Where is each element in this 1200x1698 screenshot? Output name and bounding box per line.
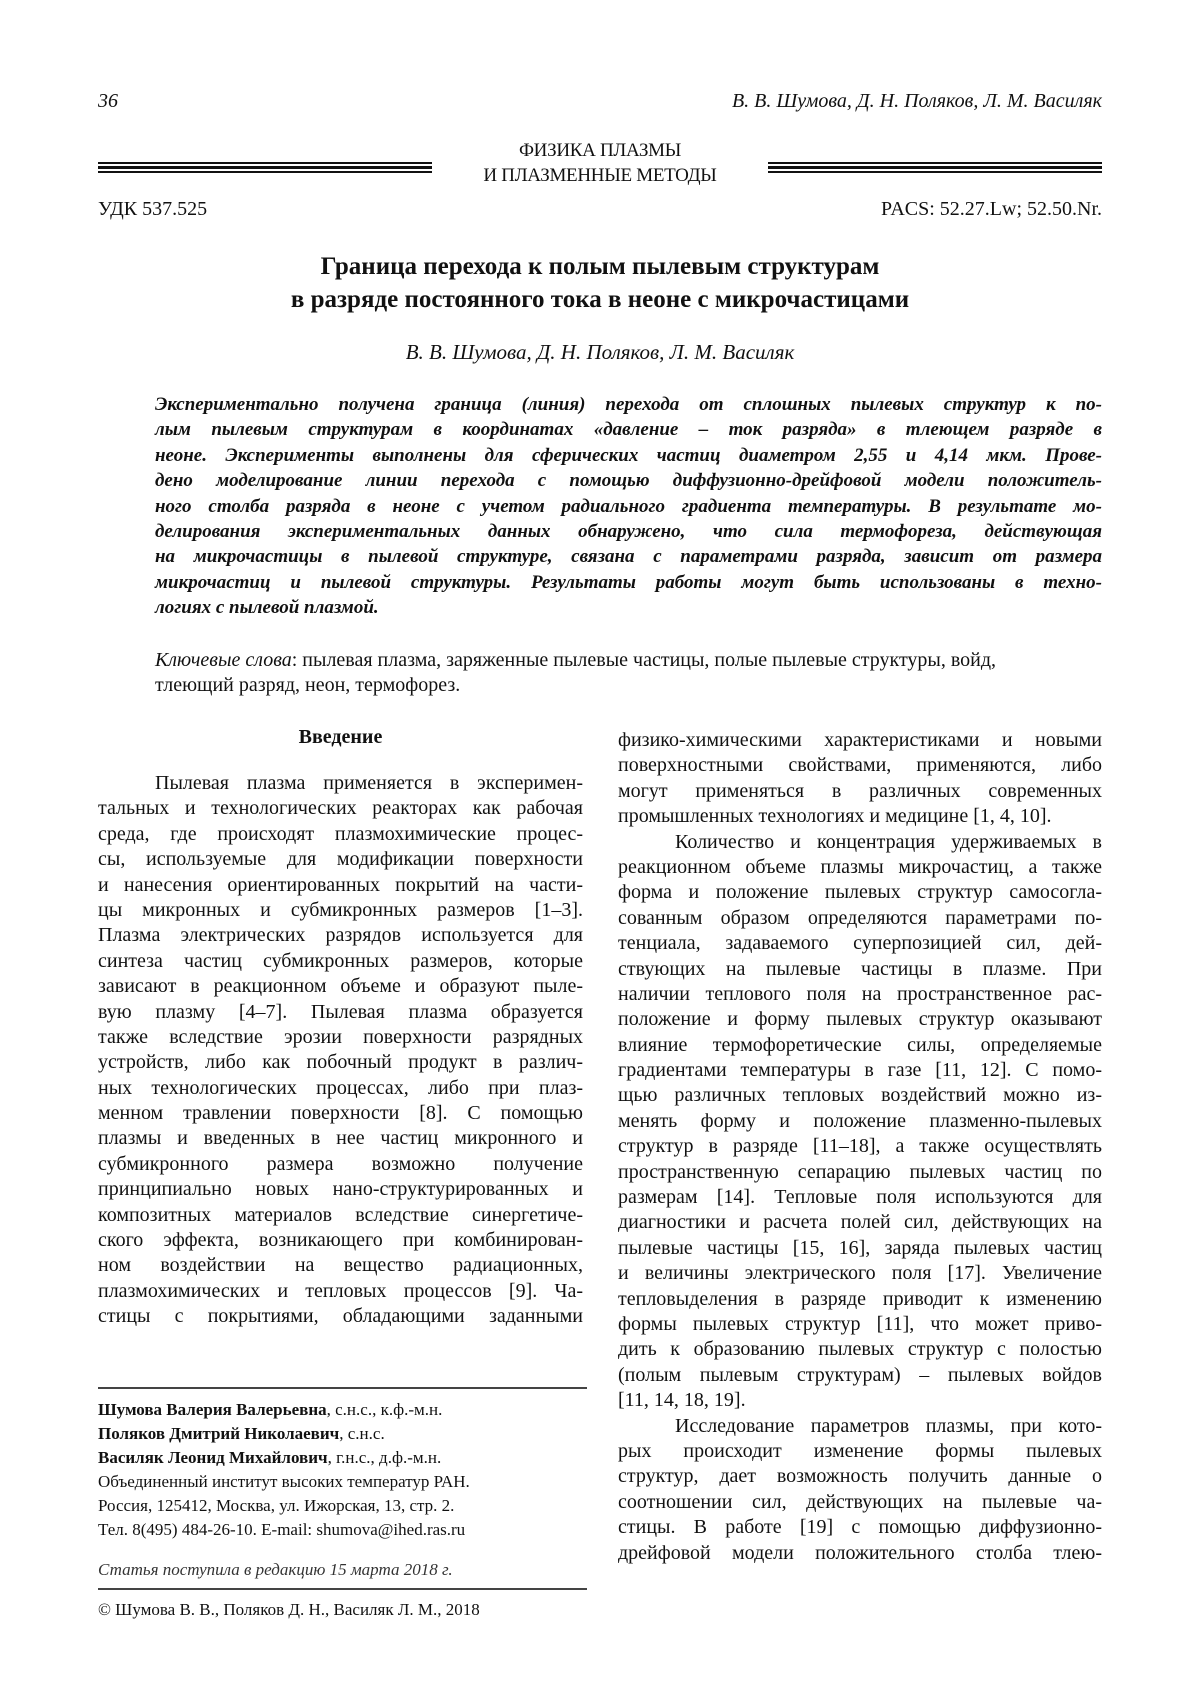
copyright: © Шумова В. В., Поляков Д. Н., Василяк Л. М., 2018 — [98, 1598, 587, 1622]
text-line: положение и форму пылевых структур оказывают — [618, 1007, 1102, 1032]
article-title — [0, 250, 1200, 316]
text-line: ского эффекта, возникающего при комбинирован- — [98, 1228, 583, 1253]
text-line: Плазма электрических разрядов используется для — [98, 923, 583, 948]
text-line: также вследствие эрозии поверхности разрядных — [98, 1025, 583, 1050]
text-line: субмикронного размера возможно получение — [98, 1152, 583, 1177]
text-line: плазмохимических и тепловых процессов [9]. Ча- — [98, 1279, 583, 1304]
text-line: дрейфовой модели положительного столба тлею- — [618, 1541, 1102, 1566]
text-line: композитных материалов вследствие синергетиче- — [98, 1203, 583, 1228]
author-name: Василяк Леонид Михайлович — [98, 1448, 328, 1467]
text-line: наличии теплового поля на пространственное рас- — [618, 982, 1102, 1007]
text-line: соотношении сил, действующих на пылевые ча- — [618, 1490, 1102, 1515]
text-line: форма и положение пылевых структур самосогла- — [618, 880, 1102, 905]
text-line: градиентами температуры в газе [11, 12]. С помо- — [618, 1058, 1102, 1083]
text-line: вую плазму [4–7]. Пылевая плазма образуется — [98, 1000, 583, 1025]
text-line: ных технологических процессах, либо при плаз- — [98, 1076, 583, 1101]
page-number: 36 — [98, 90, 118, 113]
text-line: среда, где происходят плазмохимические процес- — [98, 822, 583, 847]
keywords-text: : пылевая плазма, заряженные пылевые частицы, полые пылевые структуры, войд, — [292, 649, 996, 671]
text-line: микрочастиц и пылевой структуры. Результаты работы могут быть использованы в техно- — [155, 570, 1102, 595]
text-line: ствующих на пылевые частицы в плазме. При — [618, 957, 1102, 982]
running-head-authors: В. В. Шумова, Д. Н. Поляков, Л. М. Василяк — [732, 90, 1102, 113]
text-line: принципиально новых нано-структурированных и — [98, 1177, 583, 1202]
author-affiliations — [98, 1398, 587, 1542]
author-rank: , с.н.с. — [339, 1424, 384, 1443]
text-line: ного столба разряда в неоне с учетом радиального градиента температуры. В результате мо- — [155, 494, 1102, 519]
paragraph — [98, 771, 583, 1330]
text-line: дить к образованию пылевых структур с полостью — [618, 1337, 1102, 1362]
text-line: тенциала, задаваемого суперпозицией сил, дей- — [618, 931, 1102, 956]
author-name: Шумова Валерия Валерьевна — [98, 1400, 327, 1419]
text-line: устройств, либо как побочный продукт в различ- — [98, 1050, 583, 1075]
footnote-divider — [98, 1387, 587, 1389]
text-line: Пылевая плазма применяется в эксперимен- — [98, 771, 583, 796]
section-line-2: И ПЛАЗМЕННЫЕ МЕТОДЫ — [0, 163, 1200, 188]
text-line: логиях с пылевой плазмой. — [155, 595, 1102, 620]
copyright-divider — [98, 1588, 587, 1590]
text-line: [11, 14, 18, 19]. — [618, 1388, 1102, 1413]
udc-code: УДК 537.525 — [98, 198, 207, 221]
text-line: структур, дает возможность получить данные о — [618, 1464, 1102, 1489]
text-line: стицы. В работе [19] с помощью диффузионно- — [618, 1515, 1102, 1540]
paragraph — [618, 1414, 1102, 1566]
text-line: зависают в реакционном объеме и образуют пыле- — [98, 974, 583, 999]
text-line: ном воздействии на вещество радиационных, — [98, 1253, 583, 1278]
title-line-2: в разряде постоянного тока в неоне с микрочастицами — [0, 283, 1200, 316]
pacs-code: PACS: 52.27.Lw; 52.50.Nr. — [881, 198, 1102, 221]
text-line: реакционном объеме плазмы микрочастиц, а также — [618, 855, 1102, 880]
paragraph — [618, 728, 1102, 830]
article-authors: В. В. Шумова, Д. Н. Поляков, Л. М. Василяк — [0, 340, 1200, 365]
text-line: поверхностными свойствами, применяются, либо — [618, 753, 1102, 778]
text-line: физико-химическими характеристиками и новыми — [618, 728, 1102, 753]
text-line: и величины электрического поля [17]. Увеличение — [618, 1261, 1102, 1286]
text-line: Количество и концентрация удерживаемых в — [618, 830, 1102, 855]
section-line-1: ФИЗИКА ПЛАЗМЫ — [0, 138, 1200, 163]
keywords-label: Ключевые слова — [155, 649, 292, 671]
author-rank: , г.н.с., д.ф.-м.н. — [328, 1448, 442, 1467]
abstract — [155, 392, 1102, 621]
address: Россия, 125412, Москва, ул. Ижорская, 13, стр. 2. — [98, 1494, 587, 1518]
text-line: цы микронных и субмикронных размеров [1–3]. — [98, 898, 583, 923]
text-line: неоне. Эксперименты выполнены для сферических частиц диаметром 2,55 и 4,14 мкм. Прове- — [155, 443, 1102, 468]
received-date: Статья поступила в редакцию 15 марта 2018 г. — [98, 1558, 587, 1582]
text-line: плазмы и введенных в нее частиц микронного и — [98, 1126, 583, 1151]
text-line: делирования экспериментальных данных обнаружено, что сила термофореза, действующая — [155, 519, 1102, 544]
text-line: структур в разряде [11–18], а также осуществлять — [618, 1134, 1102, 1159]
left-column — [98, 771, 583, 1330]
text-line: дено моделирование линии перехода с помощью диффузионно-дрейфовой модели положитель- — [155, 468, 1102, 493]
keywords — [155, 648, 1102, 699]
text-line: могут применяться в различных современных — [618, 779, 1102, 804]
institute: Объединенный институт высоких температур РАН. — [98, 1470, 587, 1494]
text-line: стицы с покрытиями, обладающими заданными — [98, 1304, 583, 1329]
author-name: Поляков Дмитрий Николаевич — [98, 1424, 339, 1443]
text-line: сы, используемые для модификации поверхности — [98, 847, 583, 872]
affiliation-author-2 — [98, 1422, 587, 1446]
journal-section — [0, 138, 1200, 188]
affiliation-author-1 — [98, 1398, 587, 1422]
author-rank: , с.н.с., к.ф.-м.н. — [327, 1400, 443, 1419]
text-line: менном травлении поверхности [8]. С помощью — [98, 1101, 583, 1126]
right-column — [618, 728, 1102, 1566]
paragraph — [618, 830, 1102, 1414]
text-line: лым пылевым структурам в координатах «давление – ток разряда» в тлеющем разряде в — [155, 417, 1102, 442]
text-line: синтеза частиц субмикронных размеров, которые — [98, 949, 583, 974]
text-line: формы пылевых структур [11], что может приво- — [618, 1312, 1102, 1337]
text-line: щью различных тепловых воздействий можно из- — [618, 1083, 1102, 1108]
text-line: влияние термофоретические силы, определяемые — [618, 1033, 1102, 1058]
text-line: рых происходит изменение формы пылевых — [618, 1439, 1102, 1464]
text-line: на микрочастицы в пылевой структуре, связана с параметрами разряда, зависит от размера — [155, 544, 1102, 569]
text-line: Исследование параметров плазмы, при кото- — [618, 1414, 1102, 1439]
affiliation-author-3 — [98, 1446, 587, 1470]
text-line: (полым пылевым структурам) – пылевых войдов — [618, 1363, 1102, 1388]
keywords-text-cont: тлеющий разряд, неон, термофорез. — [155, 673, 1102, 698]
text-line: тепловыделения в разряде приводит к изменению — [618, 1287, 1102, 1312]
title-line-1: Граница перехода к полым пылевым структурам — [0, 250, 1200, 283]
text-line: Экспериментально получена граница (линия) перехода от сплошных пылевых структур к по- — [155, 392, 1102, 417]
text-line: менять форму и положение плазменно-пылевых — [618, 1109, 1102, 1134]
intro-heading: Введение — [98, 726, 583, 749]
text-line: тальных и технологических реакторах как рабочая — [98, 796, 583, 821]
text-line: пространственную сепарацию пылевых частиц по — [618, 1160, 1102, 1185]
text-line: промышленных технологиях и медицине [1, 4, 10]. — [618, 804, 1102, 829]
text-line: и нанесения ориентированных покрытий на части- — [98, 873, 583, 898]
text-line: сованным образом определяются параметрами по- — [618, 906, 1102, 931]
text-line: пылевые частицы [15, 16], заряда пылевых частиц — [618, 1236, 1102, 1261]
text-line: размерам [14]. Тепловые поля используются для — [618, 1185, 1102, 1210]
text-line: диагностики и расчета полей сил, действующих на — [618, 1210, 1102, 1235]
contact: Тел. 8(495) 484-26-10. E-mail: shumova@ihed.ras.ru — [98, 1518, 587, 1542]
